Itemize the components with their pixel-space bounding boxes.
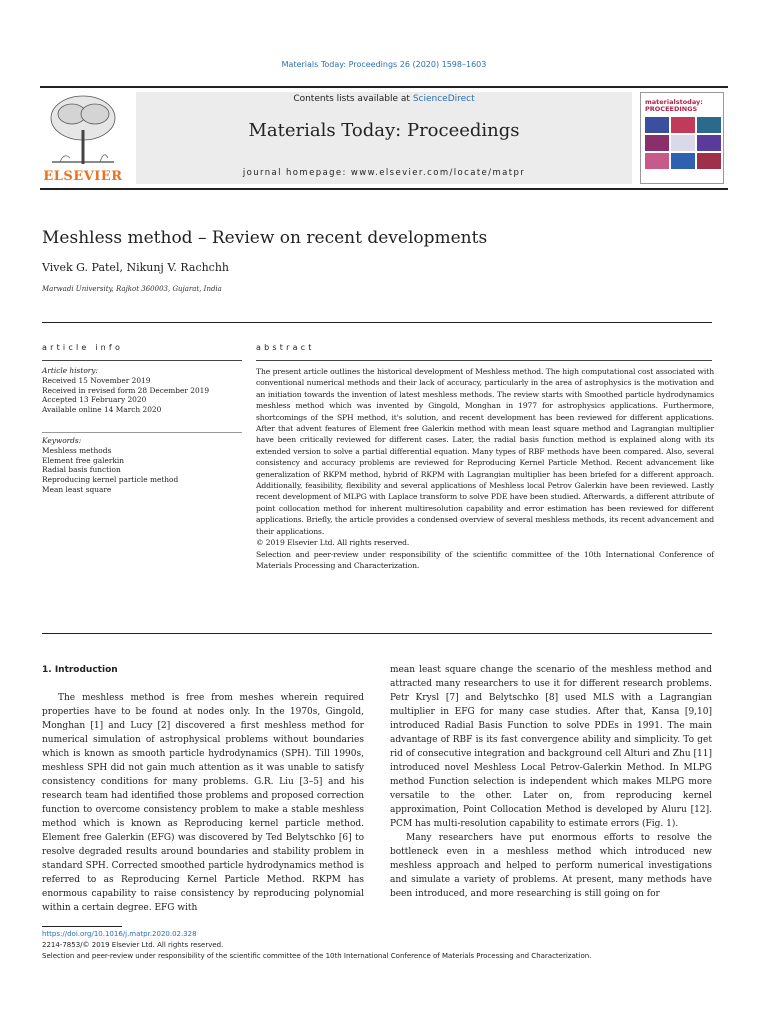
keywords-label: Keywords: xyxy=(42,436,82,445)
article-info-heading: article info xyxy=(42,343,124,352)
footer-selection-note: Selection and peer-review under responsibility of the scientific committee of the 10th International Conference of Materials Processing and Characterization. xyxy=(42,952,592,960)
abstract-copyright: © 2019 Elsevier Ltd. All rights reserved. xyxy=(256,538,410,548)
footnote-rule xyxy=(42,926,122,927)
keyword-item: Reproducing kernel particle method xyxy=(42,475,179,485)
article-history xyxy=(42,366,242,415)
abstract-body xyxy=(256,366,714,571)
divider-bottom xyxy=(42,633,712,634)
sciencedirect-link[interactable]: ScienceDirect xyxy=(412,94,475,104)
journal-citation[interactable]: Materials Today: Proceedings 26 (2020) 1598–1603 xyxy=(281,60,487,69)
journal-header xyxy=(40,86,728,190)
abstract-text: The present article outlines the historical development of Meshless method. The high computational cost associated with conventional numerical methods and their lack of accuracy, particularly in the area of astrophysics is the motivation and an initiation towards the invention of latest meshless methods. The review starts with Smoothed particle hydrodynamics meshless method which was invented by Gingold, Monghan in 1977 for astrophysics applications. Furthermore, shortcomings of the SPH method, it's solution, and recent development has been reviewed for different applications. After that advent features of Element free Galerkin method with mean least square method and Lagrangian multiplier have been critically reviewed for different cases. Later, the radial basis function method is explained along with its extended version to solve a partial differential equation. Many types of RBF methods have been compared. Also, several consistency and accuracy problems are reviewed for Reproducing Kernel Particle Method. Recent advancement like generalization of RKPM method, hybrid of RKPM with Lagrangian multiplier has been briefed for a different approach. Additionally, feasibility, flexibility and several applications of Meshless local Petrov Galerkin have been reviewed. Lastly recent development of MLPG with Laplace transform to solve PDE have been studied. Afterwards, a different attribute of point collocation method for inherent multiresolution capability and error estimation has been reviewed for different applications. Briefly, the article provides a condensed overview of several meshless methods, its recent advancement and their applications. xyxy=(256,367,714,536)
keywords-list xyxy=(42,436,242,495)
article-info-rule xyxy=(42,360,242,361)
keyword-item: Element free galerkin xyxy=(42,455,124,465)
keyword-item: Meshless methods xyxy=(42,445,112,455)
article-authors[interactable]: Vivek G. Patel, Nikunj V. Rachchh xyxy=(42,261,230,274)
body-paragraph: Many researchers have put enormous efforts to resolve the bottleneck even in a meshless method which introduced new meshless approach and helped to perform numerical investigations and simulate a variety of problems. At present, many methods have been introduced, and more researching is still going on for xyxy=(390,833,712,899)
elsevier-logo[interactable] xyxy=(42,92,124,184)
body-paragraph: The meshless method is free from meshes wherein required properties have to be found at nodes only. In the 1970s, Gingold, Monghan [1] and Lucy [2] discovered a first meshless method for numerical simulation of astrophysical problems without boundaries which is known as smooth particle hydrodynamics (SPH). Till 1990s, meshless SPH did not gain much attention as it was unable to satisfy consistency conditions for many problems. G.R. Liu [3–5] and his research team had identified those problems and proposed correction function to overcome consistency problem to make a stable meshless method which is known as Reproducing kernel particle method. Element free Galerkin (EFG) was discovered by Ted Belytschko [6] to resolve degraded results around boundaries and stability problem in standard SPH. Corrected smoothed particle hydrodynamics method is referred to as Reproducing Kernel Particle Method. RKPM has enormous capability to raise consistency by reproducing polynomial within a certain degree. EFG with xyxy=(42,693,364,913)
history-received: Received 15 November 2019 xyxy=(42,375,151,385)
abstract-heading: abstract xyxy=(256,343,315,352)
doi-link[interactable]: https://doi.org/10.1016/j.matpr.2020.02.328 xyxy=(42,930,197,938)
keyword-item: Radial basis function xyxy=(42,465,121,475)
header-bottom-rule xyxy=(40,188,728,190)
body-column-right xyxy=(390,663,712,901)
author-affiliation: Marwadi University, Rajkot 360003, Gujarat, India xyxy=(42,285,222,293)
journal-homepage[interactable]: journal homepage: www.elsevier.com/locate/matpr xyxy=(242,168,526,178)
elsevier-tree-icon xyxy=(42,92,124,166)
elsevier-wordmark: ELSEVIER xyxy=(43,169,123,184)
journal-cover-thumbnail[interactable] xyxy=(640,92,724,184)
contents-prefix: Contents lists available at xyxy=(293,94,413,104)
section-heading: 1. Introduction xyxy=(42,665,118,675)
divider-top xyxy=(42,322,712,323)
history-online: Available online 14 March 2020 xyxy=(42,405,162,415)
issn-line: 2214-7853/© 2019 Elsevier Ltd. All rights reserved. xyxy=(42,941,224,949)
history-accepted: Accepted 13 February 2020 xyxy=(42,395,147,405)
body-column-left xyxy=(42,663,364,915)
cover-brand-line-1: materialstoday: xyxy=(645,98,703,106)
history-rule xyxy=(42,432,242,433)
history-label: Article history: xyxy=(42,366,98,375)
cover-brand xyxy=(645,99,721,113)
journal-title: Materials Today: Proceedings xyxy=(248,120,520,141)
journal-title-box xyxy=(136,92,632,184)
body-paragraph: mean least square change the scenario of the meshless method and attracted many researchers to use it for different research problems. Petr Krysl [7] and Belytschko [8] used MLS with a Lagrangian multiplier in EFG for many case studies. After that, Kansa [9,10] introduced Radial Basis Function to solve PDEs in 1991. The main advantage of RBF is its fast convergence ability and simplicity. To get rid of consecutive integration and background cell Alturi and Zhu [11] introduced novel Meshless Local Petrov-Galerkin Method. In MLPG method Function selection is independent which makes MLPG more versatile to the other. Later on, from reproducing kernel approximation, Point Collocation Method is developed by Aluru [12]. PCM has multi-resolution capability to estimate errors (Fig. 1). xyxy=(390,665,712,829)
contents-line xyxy=(136,94,632,104)
header-top-rule xyxy=(40,86,728,88)
abstract-rule xyxy=(256,360,712,361)
abstract-selection-note: Selection and peer-review under responsibility of the scientific committee of the 10th International Conference of Materials Processing and Characterization. xyxy=(256,549,714,570)
cover-brand-line-2: PROCEEDINGS xyxy=(645,105,698,113)
keyword-item: Mean least square xyxy=(42,484,112,494)
article-title: Meshless method – Review on recent developments xyxy=(42,228,488,248)
cover-image-grid xyxy=(645,117,721,169)
history-revised: Received in revised form 28 December 2019 xyxy=(42,385,210,395)
